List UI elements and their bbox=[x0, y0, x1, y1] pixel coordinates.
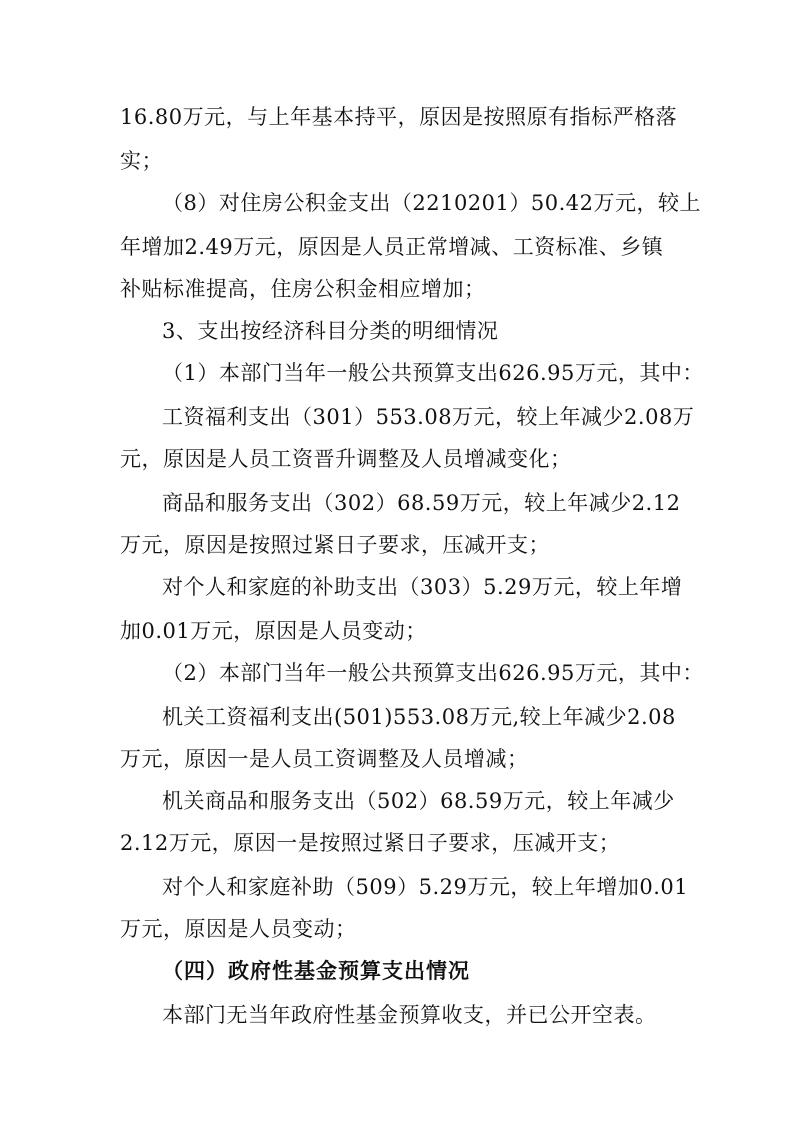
text-line: 加0.01万元，原因是人员变动； bbox=[120, 619, 427, 643]
text-line: （2）本部门当年一般公共预算支出626.95万元，其中： bbox=[162, 661, 704, 685]
section-heading: （四）政府性基金预算支出情况 bbox=[162, 959, 470, 983]
text-line: 机关商品和服务支出（502）68.59万元，较上年减少 bbox=[162, 789, 675, 813]
text-line: 补贴标准提高，住房公积金相应增加； bbox=[120, 277, 486, 301]
text-line: 年增加2.49万元，原因是人员正常增减、工资标准、乡镇 bbox=[120, 235, 664, 259]
text-line: 元，原因是人员工资晋升调整及人员增减变化； bbox=[120, 447, 572, 471]
text-line: 万元，原因是人员变动； bbox=[120, 917, 357, 941]
text-line: 16.80万元，与上年基本持平，原因是按照原有指标严格落 bbox=[120, 105, 678, 129]
text-line: 2.12万元，原因一是按照过紧日子要求，压减开支； bbox=[120, 831, 621, 855]
text-line: 对个人和家庭补助（509）5.29万元，较上年增加0.01 bbox=[162, 875, 689, 899]
text-line: 机关工资福利支出(501)553.08万元,较上年减少2.08 bbox=[162, 705, 676, 729]
text-line: 本部门无当年政府性基金预算收支，并已公开空表。 bbox=[162, 1003, 657, 1027]
text-line: 工资福利支出（301）553.08万元，较上年减少2.08万 bbox=[162, 405, 695, 429]
text-line: 实； bbox=[120, 149, 163, 173]
text-line: （1）本部门当年一般公共预算支出626.95万元，其中： bbox=[162, 361, 704, 385]
text-line: 对个人和家庭的补助支出（303）5.29万元，较上年增 bbox=[162, 575, 683, 599]
text-line: 万元，原因是按照过紧日子要求，压减开支； bbox=[120, 533, 550, 557]
text-line: （8）对住房公积金支出（2210201）50.42万元，较上 bbox=[162, 191, 702, 215]
text-line: 商品和服务支出（302）68.59万元，较上年减少2.12 bbox=[162, 491, 681, 515]
section-subheading: 3、支出按经济科目分类的明细情况 bbox=[162, 319, 499, 343]
text-line: 万元，原因一是人员工资调整及人员增减； bbox=[120, 747, 529, 771]
